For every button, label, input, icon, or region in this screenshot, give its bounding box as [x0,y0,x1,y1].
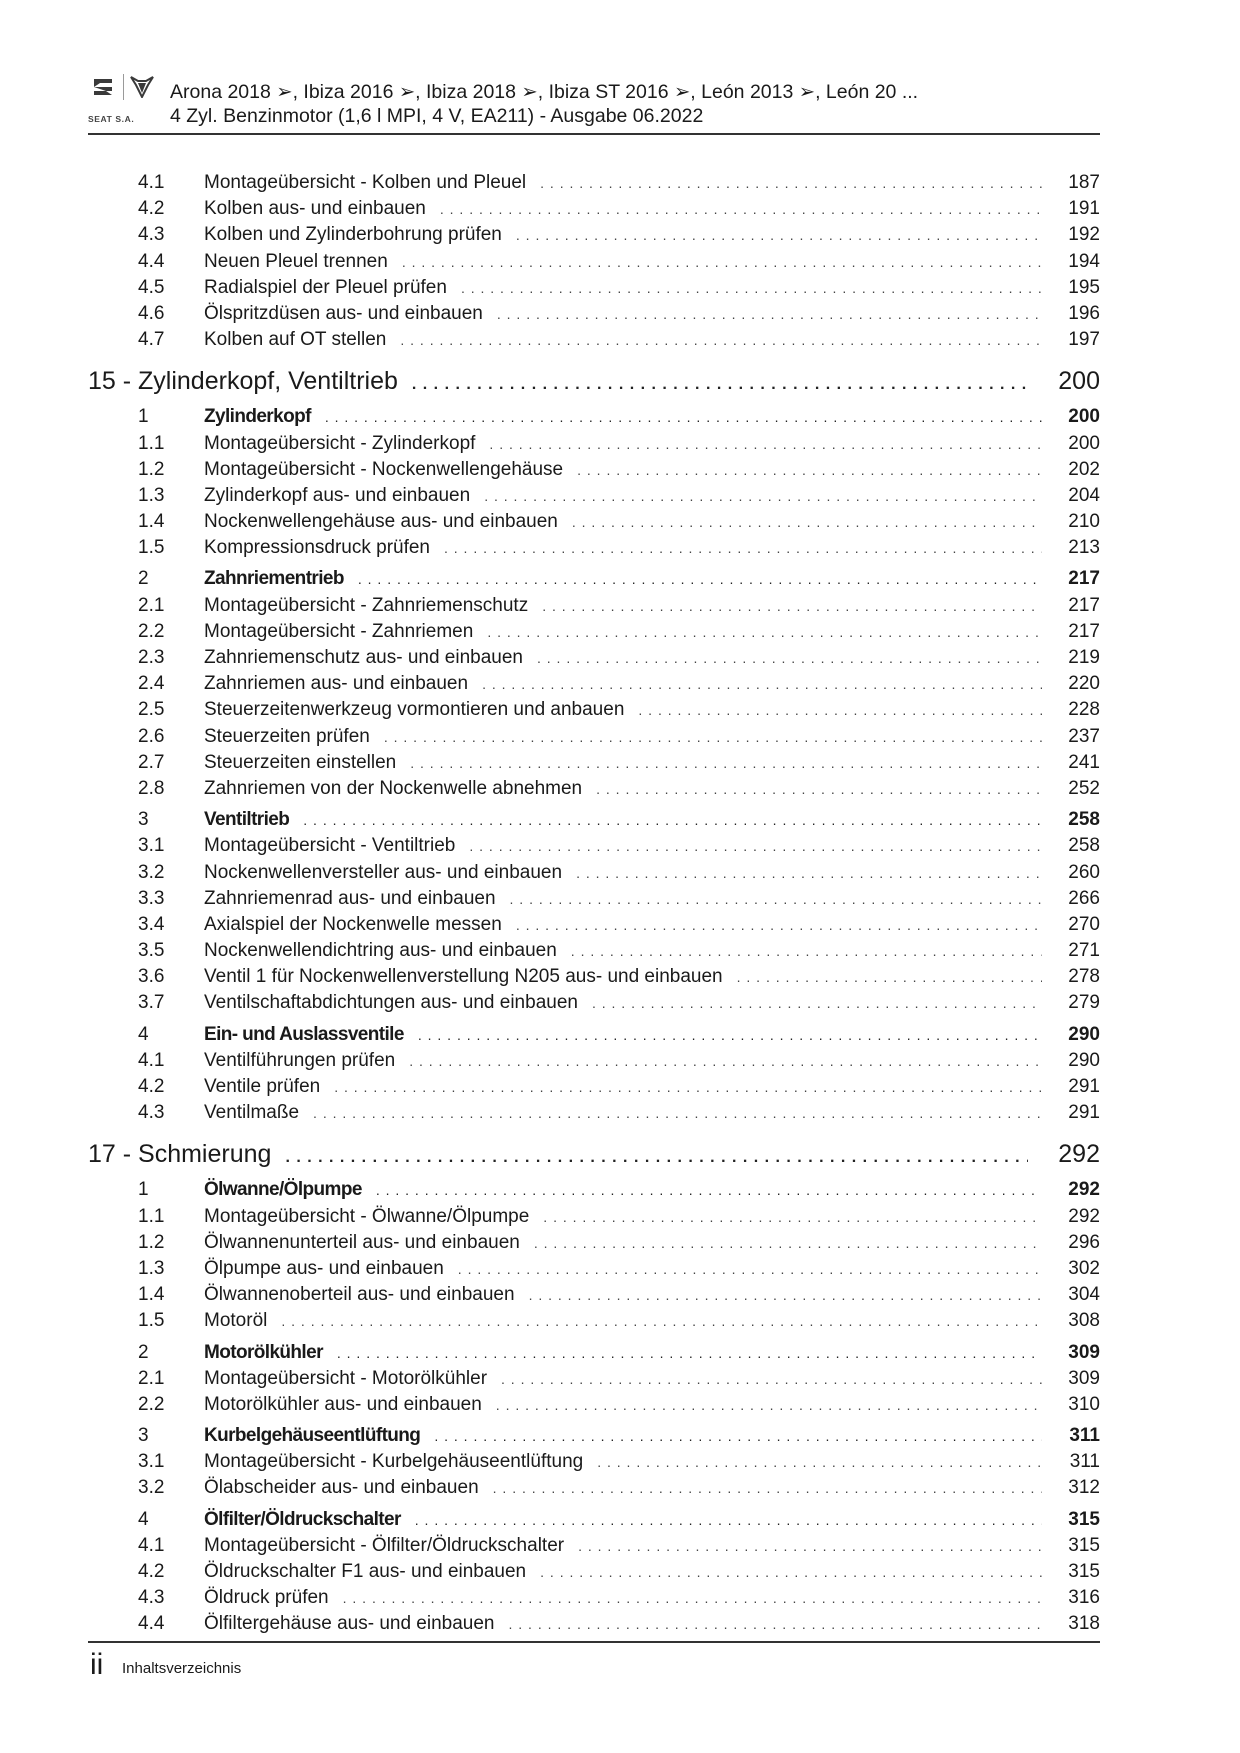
toc-entry-page: 197 [1068,329,1100,351]
toc-entry-number: 1.3 [138,484,165,506]
toc-entry-page: 315 [1068,1534,1100,1556]
toc-entry[interactable] [88,1613,1100,1639]
toc-entry-page: 279 [1068,992,1100,1014]
toc-entry-number: 3.3 [138,887,165,909]
toc-entry-number: 2.8 [138,777,165,799]
toc-entry-number: 4.1 [138,1049,165,1071]
toc-entry-page: 217 [1068,620,1100,642]
toc-entry-number: 1.5 [138,537,165,559]
toc-leader-dots [444,540,1042,556]
toc-leader-dots [384,729,1042,745]
toc-entry-title: Ölwannenunterteil aus- und einbauen [204,1231,520,1253]
toc-entry[interactable] [88,726,1100,752]
toc-entry[interactable] [88,647,1100,673]
toc-entry[interactable] [88,1284,1100,1310]
header-models: Arona 2018 ➢, Ibiza 2016 ➢, Ibiza 2018 ➢, Ibiza ST 2016 ➢, León 2013 ➢, León 20 ... [170,81,919,103]
toc-entry-title: Kolben aus- und einbauen [204,198,426,220]
toc-entry-title: Zahnriemen aus- und einbauen [204,673,469,695]
toc-entry-number: 2.1 [138,1367,165,1389]
toc-entry-title: Ölwannenoberteil aus- und einbauen [204,1284,515,1306]
toc-leader-dots [597,1454,1042,1470]
toc-entry-title: Axialspiel der Nockenwelle messen [204,913,502,935]
toc-entry[interactable] [88,1561,1100,1587]
toc-entry-title: Kurbelgehäuseentlüftung [204,1425,421,1447]
toc-entry-number: 4 [138,1023,149,1045]
toc-entry-page: 291 [1068,1102,1100,1124]
footer-section-label: Inhaltsverzeichnis [122,1660,242,1677]
toc-entry-number: 4.3 [138,1587,165,1609]
toc-entry-page: 192 [1068,224,1100,246]
toc-entry-number: 1.2 [138,458,165,480]
toc-entry-number: 4.4 [138,1613,165,1635]
toc-leader-dots [402,254,1042,270]
toc-entry-title: Montageübersicht - Zylinderkopf [204,432,476,454]
toc-leader-dots [313,1105,1042,1121]
toc-entry-title: Neuen Pleuel trennen [204,250,388,272]
toc-leader-dots [487,624,1042,640]
toc-leader-dots [577,462,1042,478]
toc-entry-title: Steuerzeiten einstellen [204,751,397,773]
toc-leader-dots [409,1053,1042,1069]
logo-text: SEAT S.A. [88,114,135,124]
toc-leader-dots [497,306,1042,322]
toc-entry-page: 194 [1068,250,1100,272]
toc-entry-title: Ölabscheider aus- und einbauen [204,1477,479,1499]
toc-section-entry[interactable] [88,406,1100,432]
toc-leader-dots [537,650,1042,666]
toc-section-entry[interactable] [88,1342,1100,1368]
toc-entry[interactable] [88,172,1100,198]
toc-entry-number: 4.3 [138,224,165,246]
toc-entry-page: 292 [1058,1140,1100,1169]
toc-section-entry[interactable] [88,809,1100,835]
toc-entry-number: 2.3 [138,647,165,668]
toc-entry[interactable] [88,1232,1100,1258]
toc-entry-number: 1 [138,406,149,428]
toc-entry-title: Montageübersicht - Ventiltrieb [204,835,456,857]
toc-entry-page: 200 [1058,367,1100,396]
toc-entry-page: 296 [1068,1231,1100,1253]
toc-entry-title: Montageübersicht - Ölwanne/Ölpumpe [204,1205,530,1227]
toc-entry-title: Zahnriemenrad aus- und einbauen [204,887,496,909]
toc-leader-dots [638,702,1042,718]
seat-logo-icon [92,78,114,96]
toc-entry-number: 3.2 [138,861,165,883]
toc-leader-dots [510,891,1042,907]
toc-leader-dots [571,943,1042,959]
toc-entry[interactable] [88,459,1100,485]
toc-entry-number: 4.2 [138,198,165,220]
toc-entry[interactable] [88,198,1100,224]
toc-entry-number: 3.6 [138,966,165,988]
toc-entry[interactable] [88,1477,1100,1503]
toc-leader-dots [484,488,1042,504]
toc-entry-title: Motoröl [204,1310,268,1332]
toc-leader-dots [516,917,1042,933]
toc-leader-dots [482,676,1042,692]
toc-entry-title: Montageübersicht - Motorölkühler [204,1367,488,1389]
table-of-contents [88,172,1100,1640]
toc-leader-dots [343,1590,1042,1606]
toc-entry[interactable] [88,778,1100,804]
toc-entry-page: 315 [1068,1561,1100,1582]
toc-entry-number: 4.7 [138,329,165,351]
toc-entry-title: Ventilschaftabdichtungen aus- und einbauen [204,992,578,1014]
toc-entry[interactable] [88,862,1100,888]
toc-leader-dots [596,781,1042,797]
toc-entry-page: 266 [1068,887,1100,909]
toc-entry[interactable] [88,621,1100,647]
toc-entry[interactable] [88,835,1100,861]
toc-entry-title: Kompressionsdruck prüfen [204,537,430,559]
toc-entry-number: 4.3 [138,1102,165,1124]
toc-entry-page: 278 [1068,966,1100,988]
toc-entry-page: 195 [1068,276,1100,298]
header-divider [88,133,1100,135]
brand-logo [88,74,158,134]
toc-entry-number: 1.4 [138,1284,165,1306]
toc-entry-title: Ventile prüfen [204,1076,321,1097]
toc-leader-dots [410,755,1042,771]
toc-section-entry[interactable] [88,1425,1100,1451]
toc-entry-title: Ein- und Auslassventile [204,1023,404,1045]
toc-entry[interactable] [88,1587,1100,1613]
page-number: ii [90,1648,104,1681]
toc-entry-number: 4.2 [138,1561,165,1582]
toc-entry[interactable] [88,251,1100,277]
toc-entry-title: Steuerzeitenwerkzeug vormontieren und anbauen [204,699,625,721]
toc-entry-title: Motorölkühler [204,1341,323,1363]
toc-entry-number: 1.3 [138,1257,165,1279]
toc-entry-page: 237 [1068,725,1100,747]
toc-entry-page: 196 [1068,302,1100,324]
toc-entry-title: Kolben auf OT stellen [204,329,387,351]
toc-section-entry[interactable] [88,1024,1100,1050]
toc-entry-page: 304 [1068,1284,1100,1306]
toc-entry-number: 2.2 [138,620,165,642]
toc-entry-title: Montageübersicht - Zahnriemenschutz [204,594,529,616]
toc-leader-dots [469,838,1042,854]
toc-entry-number: 1 [138,1179,149,1201]
toc-leader-dots [337,1345,1042,1361]
toc-entry-page: 292 [1068,1179,1100,1201]
toc-entry-number: 4.2 [138,1076,165,1097]
toc-entry-page: 270 [1068,913,1100,935]
toc-entry[interactable] [88,1368,1100,1394]
toc-leader-dots [461,280,1042,296]
toc-section-entry[interactable] [88,568,1100,594]
toc-entry[interactable] [88,433,1100,459]
toc-entry-title: Kolben und Zylinderbohrung prüfen [204,224,502,246]
toc-entry-title: Öldruck prüfen [204,1587,329,1609]
toc-entry-number: 2.6 [138,725,165,747]
toc-entry-number: 1.1 [138,1205,165,1227]
toc-entry-number: 1.2 [138,1231,165,1253]
toc-entry-title: Montageübersicht - Nockenwellengehäuse [204,458,564,480]
toc-entry[interactable] [88,1535,1100,1561]
toc-entry[interactable] [88,595,1100,621]
toc-entry-page: 187 [1068,172,1100,193]
toc-entry-page: 241 [1068,751,1100,773]
toc-section-entry[interactable] [88,1509,1100,1535]
toc-entry-title: Nockenwellendichtring aus- und einbauen [204,940,557,962]
toc-entry-number: 3.1 [138,835,165,857]
toc-leader-dots [376,1182,1042,1198]
toc-entry-title: Montageübersicht - Zahnriemen [204,620,474,642]
toc-entry-title: Montageübersicht - Ölfilter/Öldruckschalter [204,1534,565,1556]
toc-entry-page: 310 [1068,1393,1100,1415]
toc-entry-page: 202 [1068,458,1100,480]
toc-entry[interactable] [88,277,1100,303]
toc-entry-page: 318 [1068,1613,1100,1635]
toc-entry-page: 220 [1068,673,1100,695]
toc-entry[interactable] [88,914,1100,940]
toc-entry[interactable] [88,1258,1100,1284]
toc-entry-page: 292 [1068,1205,1100,1227]
footer-divider [88,1641,1100,1643]
toc-entry-title: Ölfiltergehäuse aus- und einbauen [204,1613,495,1635]
toc-entry-page: 258 [1068,809,1100,831]
toc-entry-number: 2 [138,1341,149,1363]
toc-entry-number: 2 [138,568,149,590]
toc-entry-page: 271 [1068,940,1100,962]
toc-entry-title: Radialspiel der Pleuel prüfen [204,276,447,298]
toc-leader-dots [303,812,1042,828]
toc-entry-title: Zahnriementrieb [204,568,344,590]
toc-entry-number: 2.2 [138,1393,165,1415]
toc-leader-dots [334,1079,1042,1095]
toc-entry-number: 3.1 [138,1451,165,1473]
toc-entry[interactable] [88,673,1100,699]
toc-leader-dots [400,332,1042,348]
toc-entry-page: 302 [1068,1257,1100,1279]
toc-leader-dots [458,1261,1042,1277]
toc-leader-dots [516,227,1042,243]
toc-leader-dots [542,598,1042,614]
toc-entry[interactable] [88,511,1100,537]
toc-entry-number: 4 [138,1508,149,1530]
toc-leader-dots [543,1209,1042,1225]
toc-leader-dots [572,514,1042,530]
toc-leader-dots [285,1149,1028,1167]
toc-entry[interactable] [88,966,1100,992]
toc-leader-dots [325,409,1042,425]
toc-entry-title: Ventiltrieb [204,809,290,831]
toc-leader-dots [412,376,1028,394]
toc-entry-title: Zylinderkopf [204,406,311,428]
toc-leader-dots [737,969,1042,985]
toc-entry-number: 3 [138,1425,149,1447]
toc-entry[interactable] [88,329,1100,355]
toc-entry-page: 309 [1068,1341,1100,1363]
toc-entry-number: 3.7 [138,992,165,1014]
toc-leader-dots [540,1564,1042,1580]
toc-entry-title: Zahnriemenschutz aus- und einbauen [204,647,523,668]
toc-entry-page: 312 [1068,1477,1100,1499]
toc-entry-title: 15 - Zylinderkopf, Ventiltrieb [88,367,398,396]
toc-leader-dots [418,1027,1042,1043]
toc-leader-dots [501,1371,1042,1387]
toc-entry-number: 4.1 [138,1534,165,1556]
toc-entry-number: 3.5 [138,940,165,962]
toc-entry-number: 2.5 [138,699,165,721]
toc-entry[interactable] [88,752,1100,778]
toc-entry-number: 2.1 [138,594,165,616]
toc-entry-page: 213 [1068,537,1100,559]
toc-entry-title: Ölpumpe aus- und einbauen [204,1257,444,1279]
header-engine-edition: 4 Zyl. Benzinmotor (1,6 l MPI, 4 V, EA211) - Ausgabe 06.2022 [170,105,704,127]
toc-entry-page: 210 [1068,511,1100,533]
toc-entry-page: 217 [1068,594,1100,616]
toc-entry[interactable] [88,1310,1100,1336]
toc-entry-page: 217 [1068,568,1100,590]
toc-entry-number: 4.5 [138,276,165,298]
toc-section-entry[interactable] [88,1179,1100,1205]
toc-leader-dots [358,571,1042,587]
cupra-logo-icon [130,76,154,98]
toc-entry-number: 4.6 [138,302,165,324]
toc-entry[interactable] [88,1206,1100,1232]
toc-leader-dots [578,1538,1042,1554]
toc-entry-page: 309 [1068,1367,1100,1389]
toc-entry-page: 315 [1068,1508,1100,1530]
toc-entry-title: Öldruckschalter F1 aus- und einbauen [204,1561,527,1582]
toc-leader-dots [529,1287,1042,1303]
toc-entry[interactable] [88,485,1100,511]
toc-entry-title: Ventilführungen prüfen [204,1049,396,1071]
toc-leader-dots [534,1235,1042,1251]
toc-entry-page: 204 [1068,484,1100,506]
toc-leader-dots [508,1616,1042,1632]
toc-entry-page: 228 [1068,699,1100,721]
toc-entry-title: Montageübersicht - Kurbelgehäuseentlüftung [204,1451,584,1473]
toc-entry-page: 200 [1068,406,1100,428]
toc-entry-title: Motorölkühler aus- und einbauen [204,1393,482,1415]
toc-entry-page: 191 [1068,198,1100,220]
toc-entry-number: 3 [138,809,149,831]
toc-entry[interactable] [88,1050,1100,1076]
toc-entry-number: 3.2 [138,1477,165,1499]
toc-entry[interactable] [88,1451,1100,1477]
toc-entry-page: 290 [1068,1049,1100,1071]
toc-leader-dots [493,1480,1042,1496]
toc-leader-dots [592,995,1042,1011]
toc-leader-dots [540,175,1042,191]
toc-entry-page: 311 [1069,1425,1100,1447]
toc-entry-title: Ölfilter/Öldruckschalter [204,1508,401,1530]
toc-leader-dots [576,865,1042,881]
toc-leader-dots [440,201,1042,217]
toc-entry[interactable] [88,303,1100,329]
toc-entry-page: 308 [1068,1310,1100,1332]
logo-separator [123,74,124,100]
toc-entry[interactable] [88,992,1100,1018]
toc-chapter-entry[interactable] [88,367,1100,401]
toc-entry-title: Steuerzeiten prüfen [204,725,370,747]
toc-entry-number: 4.4 [138,250,165,272]
toc-leader-dots [489,436,1042,452]
toc-entry-page: 200 [1068,432,1100,454]
toc-entry[interactable] [88,888,1100,914]
toc-leader-dots [496,1397,1042,1413]
toc-entry-number: 1.4 [138,511,165,533]
toc-entry-title: Nockenwellenversteller aus- und einbauen [204,861,563,883]
toc-leader-dots [434,1428,1042,1444]
toc-entry-title: Ölwanne/Ölpumpe [204,1179,362,1201]
toc-entry-number: 3.4 [138,913,165,935]
toc-entry[interactable] [88,940,1100,966]
toc-entry-title: Nockenwellengehäuse aus- und einbauen [204,511,558,533]
toc-entry[interactable] [88,1076,1100,1102]
toc-entry-title: Ventilmaße [204,1102,300,1124]
toc-entry[interactable] [88,1102,1100,1128]
toc-entry-page: 291 [1068,1076,1100,1097]
toc-entry-page: 290 [1068,1023,1100,1045]
toc-entry-page: 260 [1068,861,1100,883]
toc-entry-page: 258 [1068,835,1100,857]
toc-entry-page: 219 [1068,647,1100,668]
toc-chapter-entry[interactable] [88,1140,1100,1174]
toc-entry-page: 316 [1068,1587,1100,1609]
toc-entry-title: Ölspritzdüsen aus- und einbauen [204,302,483,324]
toc-entry-title: Zylinderkopf aus- und einbauen [204,484,471,506]
toc-entry[interactable] [88,224,1100,250]
toc-leader-dots [281,1313,1042,1329]
toc-entry-title: Montageübersicht - Kolben und Pleuel [204,172,527,193]
toc-entry-number: 1.5 [138,1310,165,1332]
toc-entry[interactable] [88,1394,1100,1420]
toc-entry-page: 311 [1069,1451,1100,1473]
toc-entry[interactable] [88,699,1100,725]
toc-leader-dots [415,1512,1042,1528]
toc-entry-title: Ventil 1 für Nockenwellenverstellung N205 aus- und einbauen [204,966,723,988]
toc-entry-number: 4.1 [138,172,165,193]
toc-entry-title: 17 - Schmierung [88,1140,272,1169]
toc-entry-title: Zahnriemen von der Nockenwelle abnehmen [204,777,583,799]
toc-entry-page: 252 [1068,777,1100,799]
toc-entry-number: 2.4 [138,673,165,695]
toc-entry-number: 1.1 [138,432,165,454]
toc-entry-number: 2.7 [138,751,165,773]
toc-entry[interactable] [88,537,1100,563]
